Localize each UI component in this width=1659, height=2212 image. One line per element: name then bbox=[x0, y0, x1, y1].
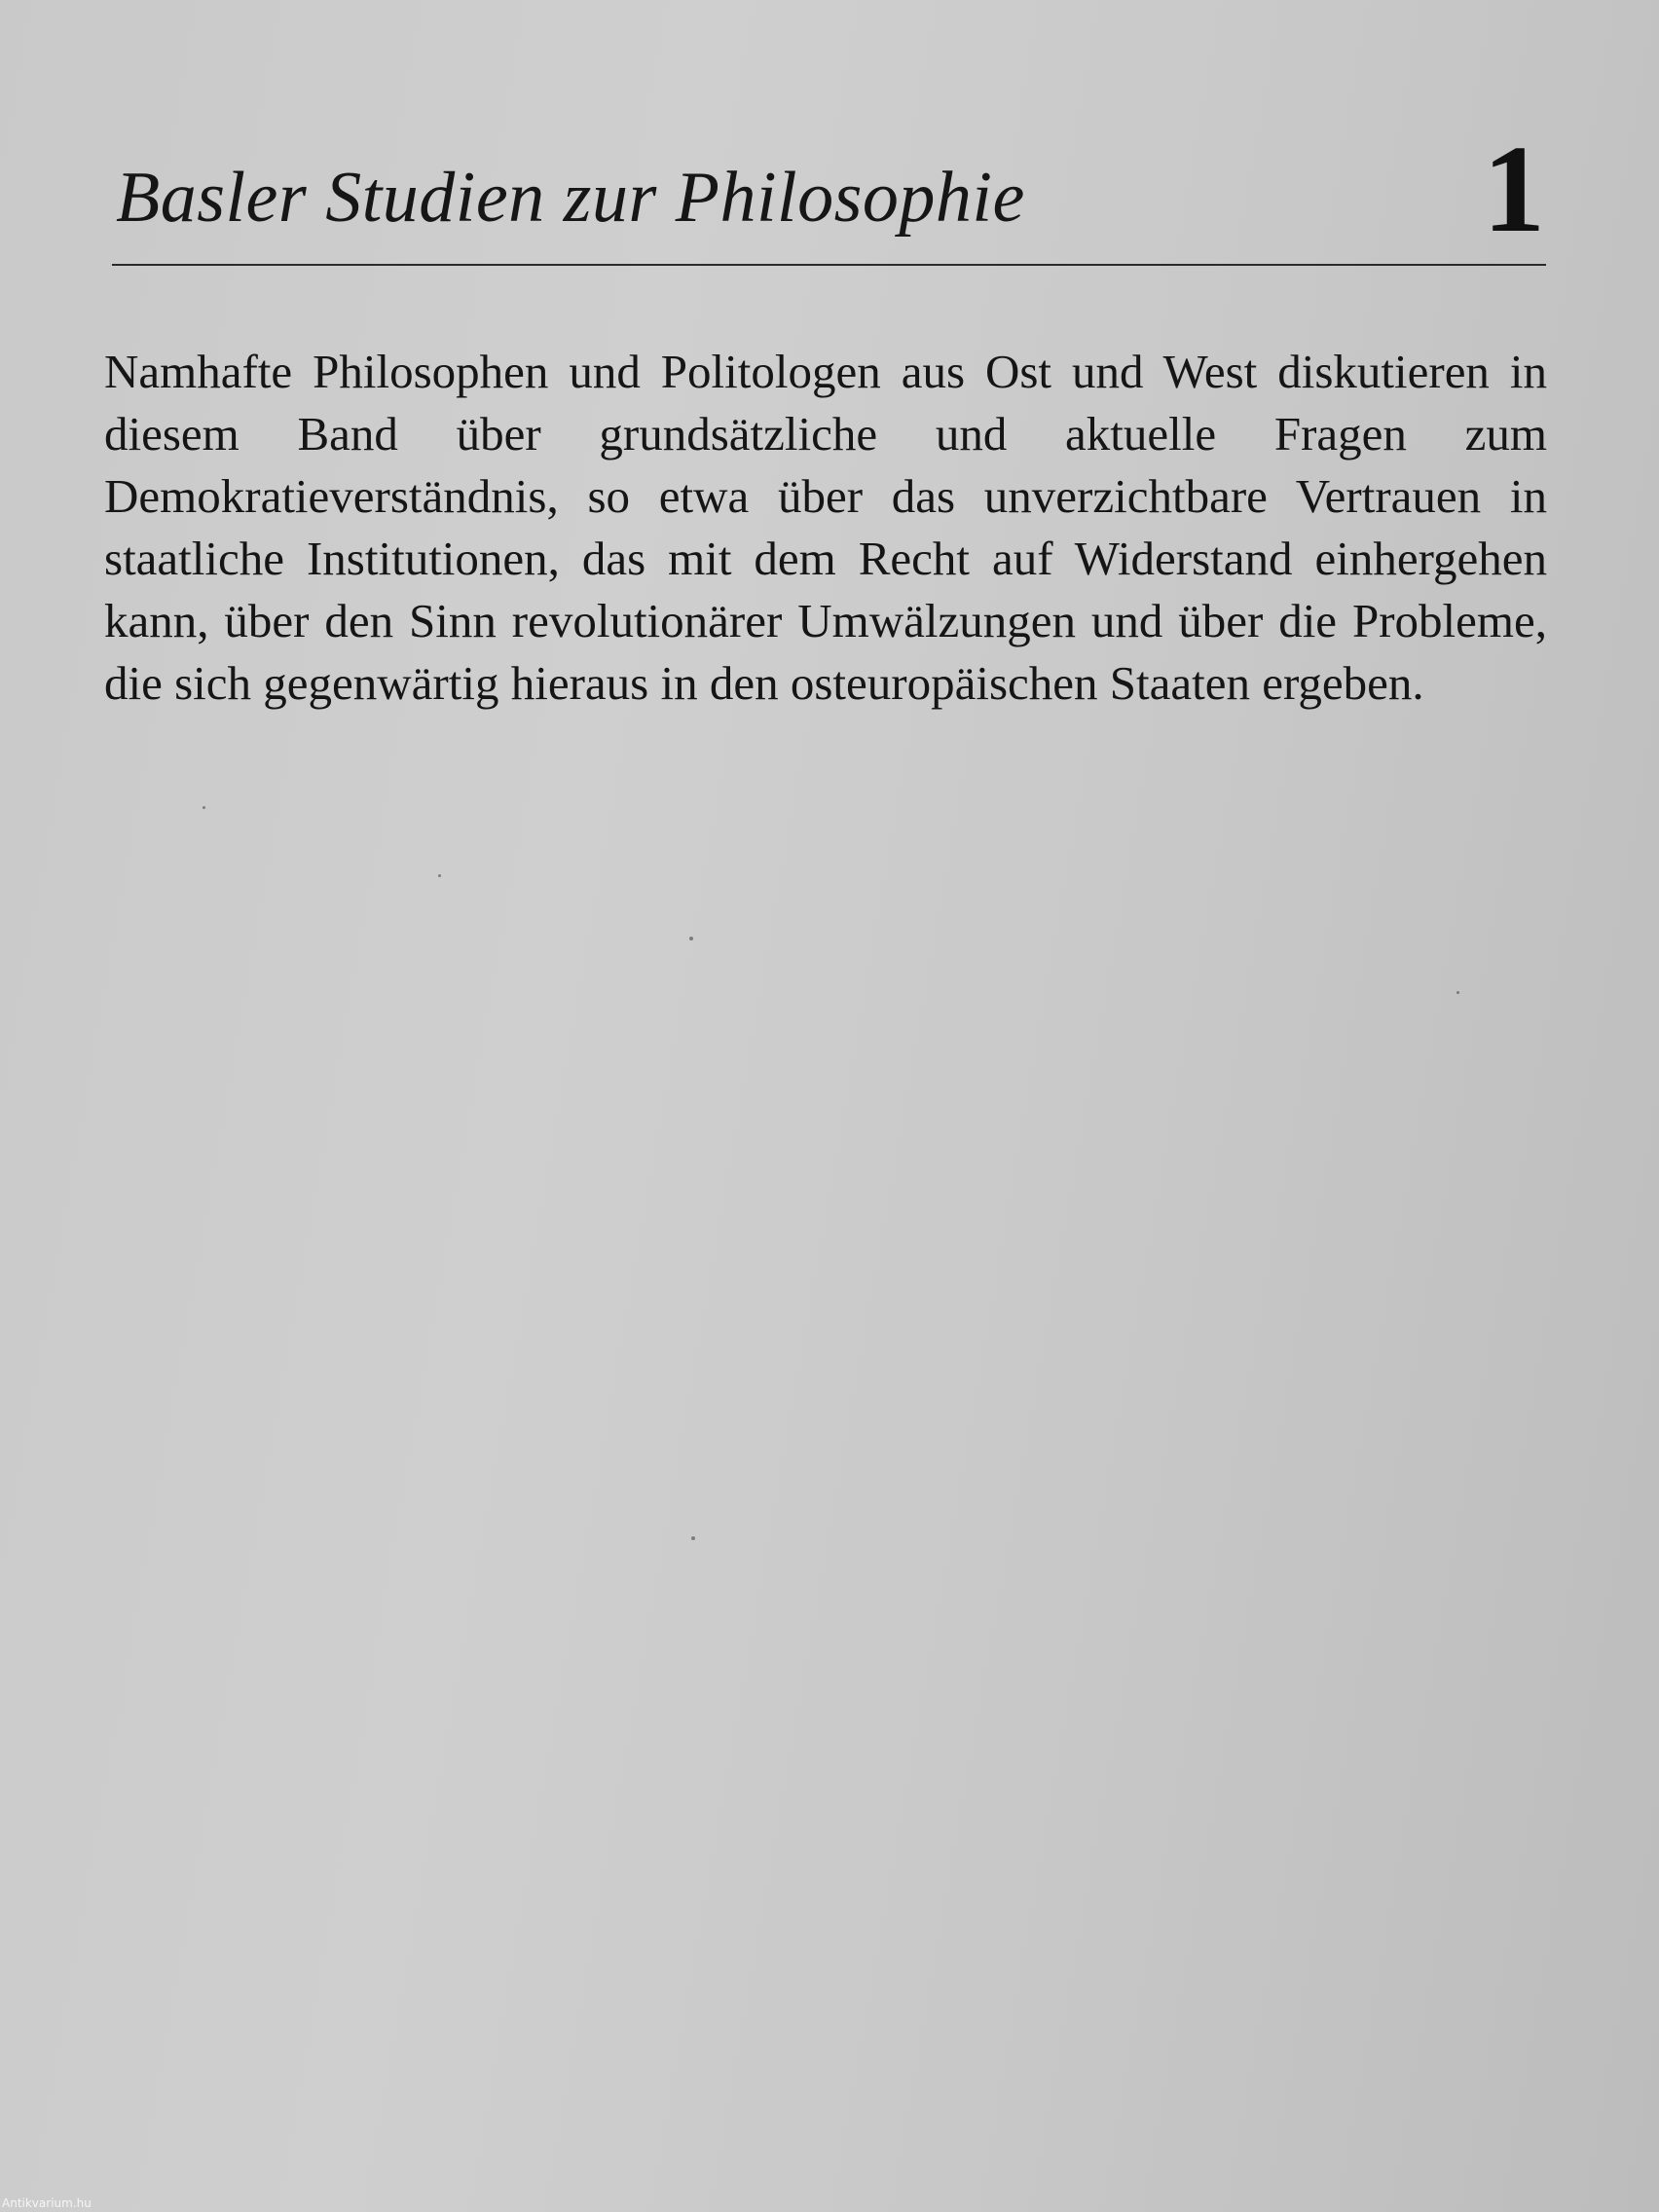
cover-blurb bbox=[104, 341, 1547, 715]
watermark: Antikvarium.hu bbox=[2, 2196, 92, 2210]
paper-speck bbox=[689, 937, 693, 940]
paper-speck bbox=[691, 1536, 695, 1540]
series-volume-number: 1 bbox=[1483, 120, 1545, 258]
paper-speck bbox=[203, 806, 205, 809]
series-header bbox=[112, 120, 1545, 269]
series-title: Basler Studien zur Philosophie bbox=[116, 158, 1025, 238]
header-divider bbox=[112, 264, 1546, 266]
blurb-paragraph: Namhafte Philosophen und Politologen aus Ost und West diskutieren in diesem Band über grundsätzliche und aktuelle Fragen zum Demokratieverständnis, so etwa über das unverzichtbare Vertrauen in staatliche Institutionen, das mit dem Recht auf Widerstand einhergehen kann, über den Sinn revolutionärer Umwälzungen und über die Probleme, die sich gegenwärtig hieraus in den osteuropäischen Staaten ergeben. bbox=[104, 345, 1547, 710]
paper-speck bbox=[1456, 991, 1459, 994]
paper-speck bbox=[438, 874, 441, 877]
